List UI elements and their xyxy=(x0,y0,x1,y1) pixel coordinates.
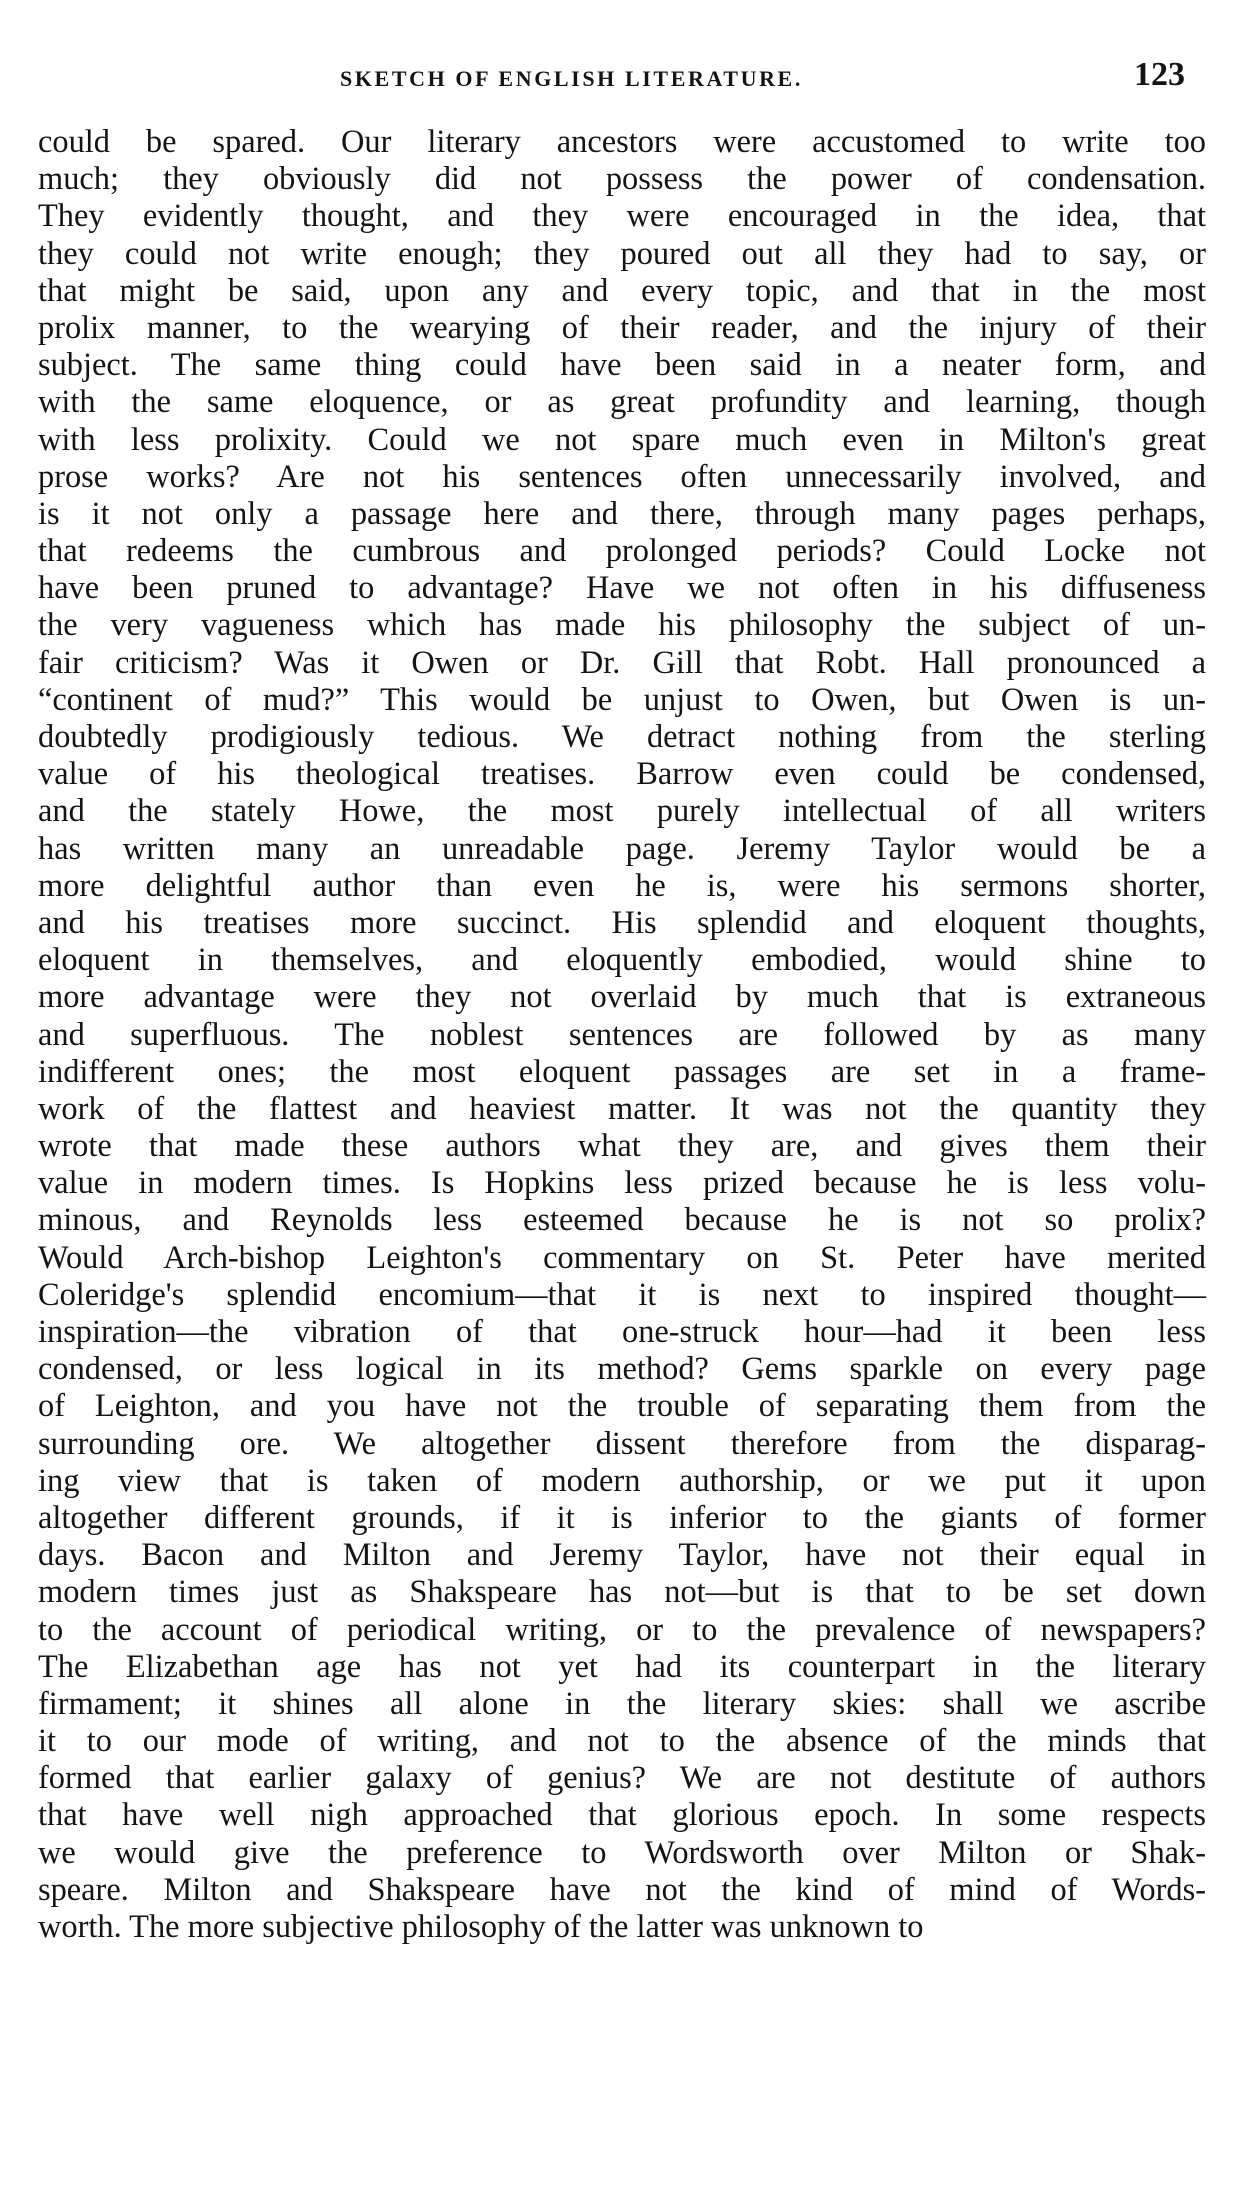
text-line: doubtedly prodigiously tedious. We detract nothing from the sterling xyxy=(38,719,1206,755)
text-line: that redeems the cumbrous and prolonged periods? Could Locke not xyxy=(38,533,1206,570)
page-number: 123 xyxy=(1134,56,1185,93)
text-line: “continent of mud?” This would be unjust to Owen, but Owen is un- xyxy=(38,681,1206,718)
text-line: prolix manner, to the wearying of their reader, and the injury of their xyxy=(38,309,1206,346)
text-line: prose works? Are not his sentences often unnecessarily involved, and xyxy=(38,458,1206,495)
running-header xyxy=(0,56,1256,100)
text-line: The Elizabethan age has not yet had its counterpart in the literary xyxy=(38,1648,1206,1685)
text-line: that have well nigh approached that glorious epoch. In some respects xyxy=(38,1797,1206,1834)
text-line: it to our mode of writing, and not to the absence of the minds that xyxy=(38,1723,1206,1760)
text-line: firmament; it shines all alone in the literary skies: shall we ascribe xyxy=(38,1685,1206,1722)
text-line: is it not only a passage here and there, through many pages perhaps, xyxy=(38,495,1206,532)
text-line: speare. Milton and Shakspeare have not the kind of mind of Words- xyxy=(38,1871,1206,1908)
text-line: wrote that made these authors what they are, and gives them their xyxy=(38,1128,1206,1165)
text-line: formed that earlier galaxy of genius? We are not destitute of authors xyxy=(38,1760,1206,1797)
text-line: value in modern times. Is Hopkins less prized because he is less volu- xyxy=(38,1165,1206,1202)
text-line: has written many an unreadable page. Jeremy Taylor would be a xyxy=(38,830,1206,867)
text-line: subject. The same thing could have been said in a neater form, and xyxy=(38,347,1206,384)
text-line: altogether different grounds, if it is inferior to the giants of former xyxy=(38,1499,1206,1536)
text-line: days. Bacon and Milton and Jeremy Taylor, have not their equal in xyxy=(38,1537,1206,1574)
text-line: surrounding ore. We altogether dissent therefore from the disparag- xyxy=(38,1425,1206,1462)
body-text xyxy=(38,124,1206,1946)
text-line: the very vagueness which has made his philosophy the subject of un- xyxy=(38,607,1206,644)
text-line: could be spared. Our literary ancestors were accustomed to write too xyxy=(38,124,1206,160)
text-line: and his treatises more succinct. His splendid and eloquent thoughts, xyxy=(38,904,1206,941)
text-line: condensed, or less logical in its method? Gems sparkle on every page xyxy=(38,1351,1206,1388)
text-line: and superfluous. The noblest sentences are followed by as many xyxy=(38,1016,1206,1053)
text-line: they could not write enough; they poured out all they had to say, or xyxy=(38,235,1206,272)
text-line: indifferent ones; the most eloquent passages are set in a frame- xyxy=(38,1053,1206,1090)
text-line: and the stately Howe, the most purely intellectual of all writers xyxy=(38,793,1206,830)
text-line: minous, and Reynolds less esteemed because he is not so prolix? xyxy=(38,1202,1206,1239)
text-line: more delightful author than even he is, were his sermons shorter, xyxy=(38,867,1206,904)
text-line: ing view that is taken of modern authorship, or we put it upon xyxy=(38,1462,1206,1499)
text-line: value of his theological treatises. Barrow even could be condensed, xyxy=(38,756,1206,793)
text-line: more advantage were they not overlaid by much that is extraneous xyxy=(38,979,1206,1016)
text-line: work of the flattest and heaviest matter. It was not the quantity they xyxy=(38,1090,1206,1127)
text-line: fair criticism? Was it Owen or Dr. Gill that Robt. Hall pronounced a xyxy=(38,644,1206,681)
text-line: modern times just as Shakspeare has not—but is that to be set down xyxy=(38,1574,1206,1611)
text-line: They evidently thought, and they were encouraged in the idea, that xyxy=(38,198,1206,235)
running-title: SKETCH OF ENGLISH LITERATURE. xyxy=(340,66,803,91)
text-line: with less prolixity. Could we not spare much even in Milton's great xyxy=(38,421,1206,458)
text-line: inspiration—the vibration of that one-struck hour—had it been less xyxy=(38,1314,1206,1350)
text-line: of Leighton, and you have not the trouble of separating them from the xyxy=(38,1388,1206,1425)
text-line: that might be said, upon any and every topic, and that in the most xyxy=(38,272,1206,309)
text-line: with the same eloquence, or as great profundity and learning, though xyxy=(38,384,1206,421)
text-line: to the account of periodical writing, or to the prevalence of newspapers? xyxy=(38,1611,1206,1648)
text-line: eloquent in themselves, and eloquently embodied, would shine to xyxy=(38,942,1206,979)
text-line: Coleridge's splendid encomium—that it is next to inspired thought— xyxy=(38,1276,1206,1313)
text-line: worth. The more subjective philosophy of the latter was unknown to xyxy=(38,1909,924,1945)
text-line: have been pruned to advantage? Have we not often in his diffuseness xyxy=(38,570,1206,607)
text-line: much; they obviously did not possess the power of condensation. xyxy=(38,161,1206,198)
text-line: we would give the preference to Wordsworth over Milton or Shak- xyxy=(38,1834,1206,1871)
text-line: Would Arch-bishop Leighton's commentary on St. Peter have merited xyxy=(38,1239,1206,1276)
